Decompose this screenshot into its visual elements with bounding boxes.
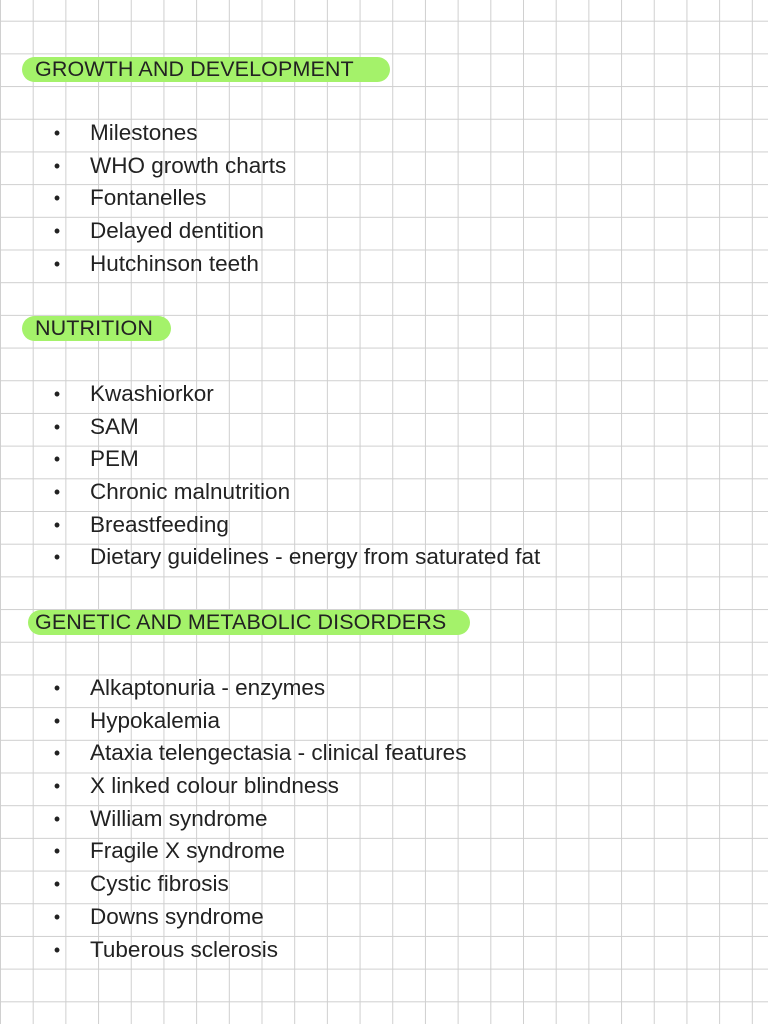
section-heading-growth-development: GROWTH AND DEVELOPMENT xyxy=(22,57,390,82)
list-item xyxy=(0,835,466,868)
bullet-icon: • xyxy=(53,678,61,698)
list-item xyxy=(0,182,286,215)
list-item-text: Breastfeeding xyxy=(90,511,229,537)
list-item xyxy=(0,541,540,574)
list-item xyxy=(0,150,286,183)
list-item-text: Fragile X syndrome xyxy=(90,838,286,864)
list-item xyxy=(0,803,466,836)
list-item-text: Downs syndrome xyxy=(90,903,264,929)
bullet-icon: • xyxy=(53,514,61,535)
list-item-text: Delayed dentition xyxy=(90,218,264,244)
bullet-icon: • xyxy=(53,710,61,731)
list-item-text: Ataxia telengectasia - clinical features xyxy=(90,740,467,766)
list-item-text: SAM xyxy=(90,413,139,439)
bullet-icon: • xyxy=(53,123,61,143)
bullet-icon: • xyxy=(53,482,61,503)
bullet-icon: • xyxy=(53,874,61,895)
list-item-text: Hypokalemia xyxy=(90,707,221,733)
list-item xyxy=(0,215,286,248)
section-heading-nutrition: NUTRITION xyxy=(22,316,171,341)
list-item-text: Hutchinson teeth xyxy=(90,250,259,276)
list-item-text: Tuberous sclerosis xyxy=(90,936,278,962)
list-item-text: PEM xyxy=(90,446,139,472)
list-item xyxy=(0,901,466,934)
list-item-text: William syndrome xyxy=(90,805,268,831)
bullet-icon: • xyxy=(53,939,61,960)
list-item-text: Cystic fibrosis xyxy=(90,871,229,897)
bullet-list-growth-development xyxy=(0,117,286,280)
bullet-icon: • xyxy=(53,776,61,797)
list-item-text: Chronic malnutrition xyxy=(90,479,291,505)
list-item-text: Dietary guidelines - energy from saturated fat xyxy=(90,544,541,570)
list-item xyxy=(0,934,466,967)
list-item xyxy=(0,378,540,411)
list-item-text: Alkaptonuria - enzymes xyxy=(90,675,326,700)
list-item-text: WHO growth charts xyxy=(90,152,287,178)
list-item xyxy=(0,672,466,705)
list-item xyxy=(0,476,540,509)
list-item xyxy=(0,509,540,542)
bullet-icon: • xyxy=(53,188,61,209)
list-item-text: Kwashiorkor xyxy=(90,381,214,406)
bullet-icon: • xyxy=(53,253,61,274)
bullet-icon: • xyxy=(53,906,61,927)
list-item xyxy=(0,868,466,901)
list-item xyxy=(0,770,466,803)
list-item-text: X linked colour blindness xyxy=(90,773,339,799)
bullet-icon: • xyxy=(53,416,61,437)
list-item xyxy=(0,248,286,281)
bullet-icon: • xyxy=(53,155,61,176)
bullet-icon: • xyxy=(53,808,61,829)
bullet-icon: • xyxy=(53,221,61,242)
bullet-list-genetic-metabolic xyxy=(0,672,466,966)
list-item-text: Fontanelles xyxy=(90,185,207,211)
bullet-list-nutrition xyxy=(0,378,540,574)
list-item xyxy=(0,737,466,770)
bullet-icon: • xyxy=(53,547,61,568)
bullet-icon: • xyxy=(53,743,61,764)
bullet-icon: • xyxy=(53,384,61,404)
section-heading-genetic-metabolic: GENETIC AND METABOLIC DISORDERS xyxy=(28,610,470,635)
bullet-icon: • xyxy=(53,449,61,470)
list-item xyxy=(0,443,540,476)
list-item-text: Milestones xyxy=(90,120,198,145)
bullet-icon: • xyxy=(53,841,61,862)
list-item xyxy=(0,411,540,444)
list-item xyxy=(0,705,466,738)
list-item xyxy=(0,117,286,150)
